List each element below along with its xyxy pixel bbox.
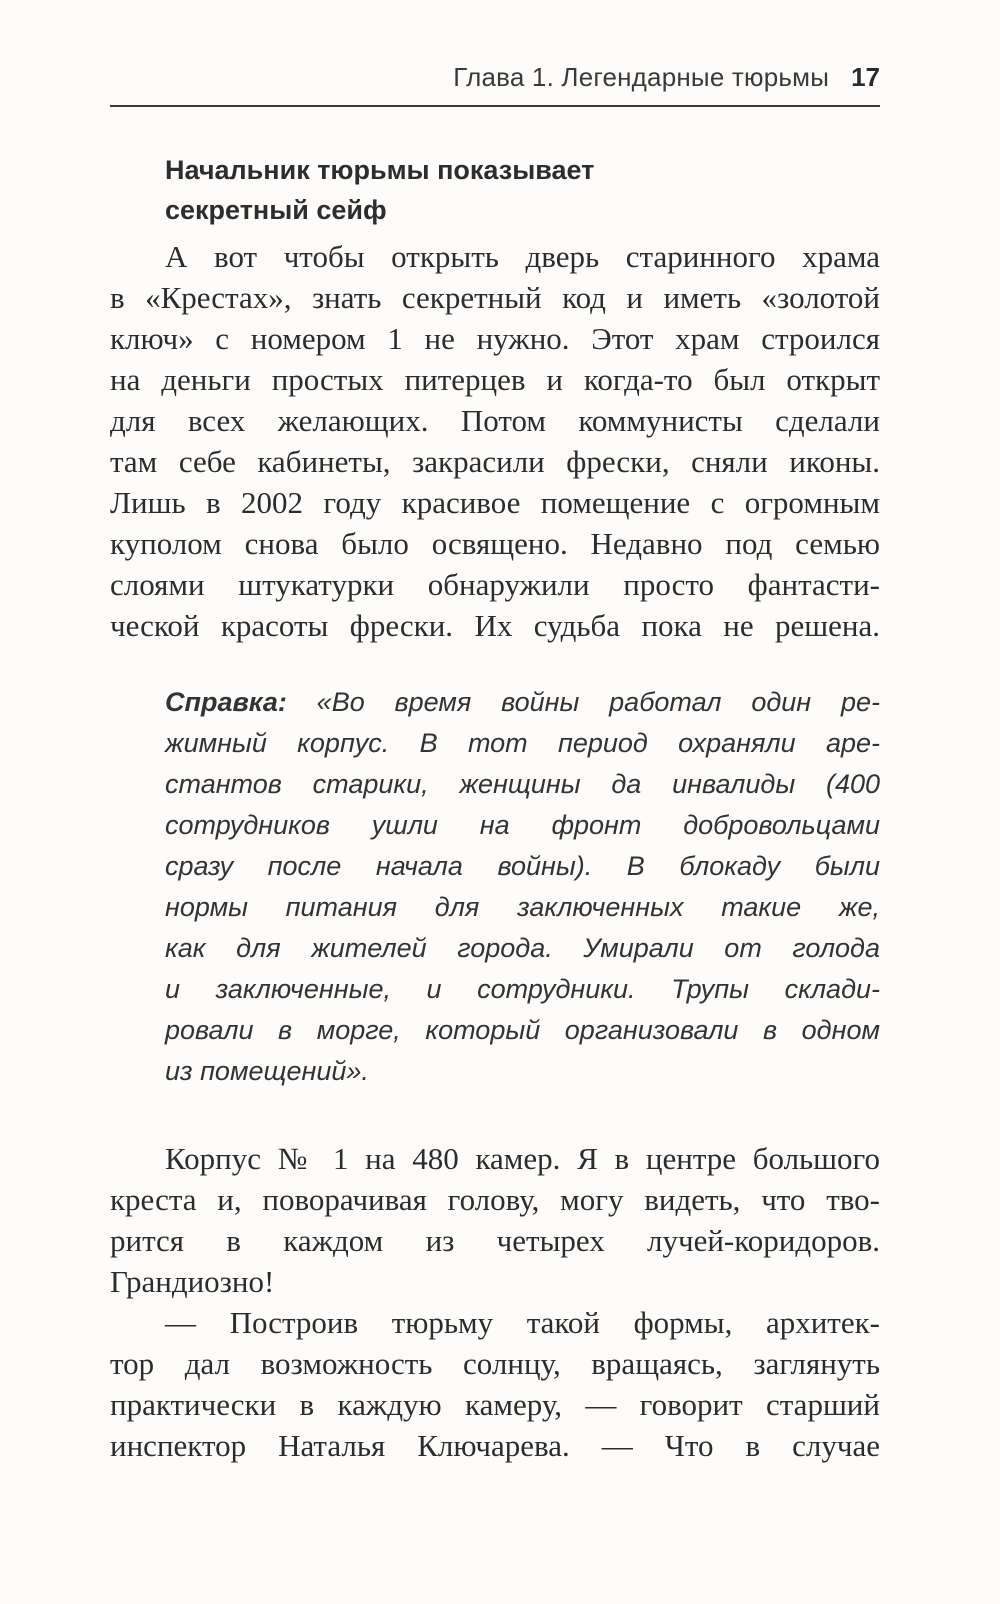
note-line: ровали в морге, который организовали в одном [165,1015,880,1045]
text-line: куполом снова было освящено. Недавно под семью [110,526,880,561]
text-line: для всех желающих. Потом коммунисты сделали [110,403,880,438]
note-line: сотрудников ушли на фронт добровольцами [165,810,880,840]
text-line: Лишь в 2002 году красивое помещение с огромным [110,485,880,520]
page-number: 17 [851,62,880,92]
text-line: Корпус № 1 на 480 камер. Я в центре большого [165,1141,880,1176]
note-first-line: «Во время войны работал один ре- [316,687,880,717]
text-line: ческой красоты фрески. Их судьба пока не решена. [110,608,880,643]
section-heading-line: Начальник тюрьмы показывает [165,155,595,185]
reference-note [165,682,880,1092]
note-line: нормы питания для заключенных такие же, [165,892,880,922]
note-line: сразу после начала войны). В блокаду были [165,851,880,881]
text-line: А вот чтобы открыть дверь старинного храма [165,239,880,274]
note-line: из помещений». [165,1056,369,1086]
text-line: креста и, поворачивая голову, могу видеть, что тво- [110,1182,880,1217]
text-line: в «Крестах», знать секретный код и иметь «золотой [110,280,880,315]
section-heading-line: секретный сейф [165,195,387,225]
text-line: на деньги простых питерцев и когда-то был открыт [110,362,880,397]
header-rule [110,105,880,107]
note-label: Справка: [165,687,287,717]
text-line: слоями штукатурки обнаружили просто фантасти- [110,567,880,602]
note-line: жимный корпус. В тот период охраняли аре- [165,728,880,758]
text-line: — Построив тюрьму такой формы, архитек- [165,1305,880,1340]
note-line: как для жителей города. Умирали от голода [165,933,880,963]
chapter-title: Глава 1. Легендарные тюрьмы [453,62,830,92]
paragraph-temple [110,236,880,646]
text-line: инспектор Наталья Ключарева. — Что в случае [110,1428,880,1463]
note-line [165,682,880,723]
paragraph-corpus [110,1138,880,1302]
text-line: Грандиозно! [110,1264,275,1299]
text-line: ключ» с номером 1 не нужно. Этот храм строился [110,321,880,356]
text-line: тор дал возможность солнцу, вращаясь, заглянуть [110,1346,880,1381]
paragraph-architect [110,1302,880,1466]
note-line: и заключенные, и сотрудники. Трупы склади- [165,974,880,1004]
running-header [453,62,880,93]
note-line: стантов старики, женщины да инвалиды (400 [165,769,880,799]
text-line: практически в каждую камеру, — говорит старший [110,1387,880,1422]
book-page [110,0,880,1604]
text-line: там себе кабинеты, закрасили фрески, сняли иконы. [110,444,880,479]
text-line: рится в каждом из четырех лучей-коридоров. [110,1223,880,1258]
section-heading [165,150,865,230]
